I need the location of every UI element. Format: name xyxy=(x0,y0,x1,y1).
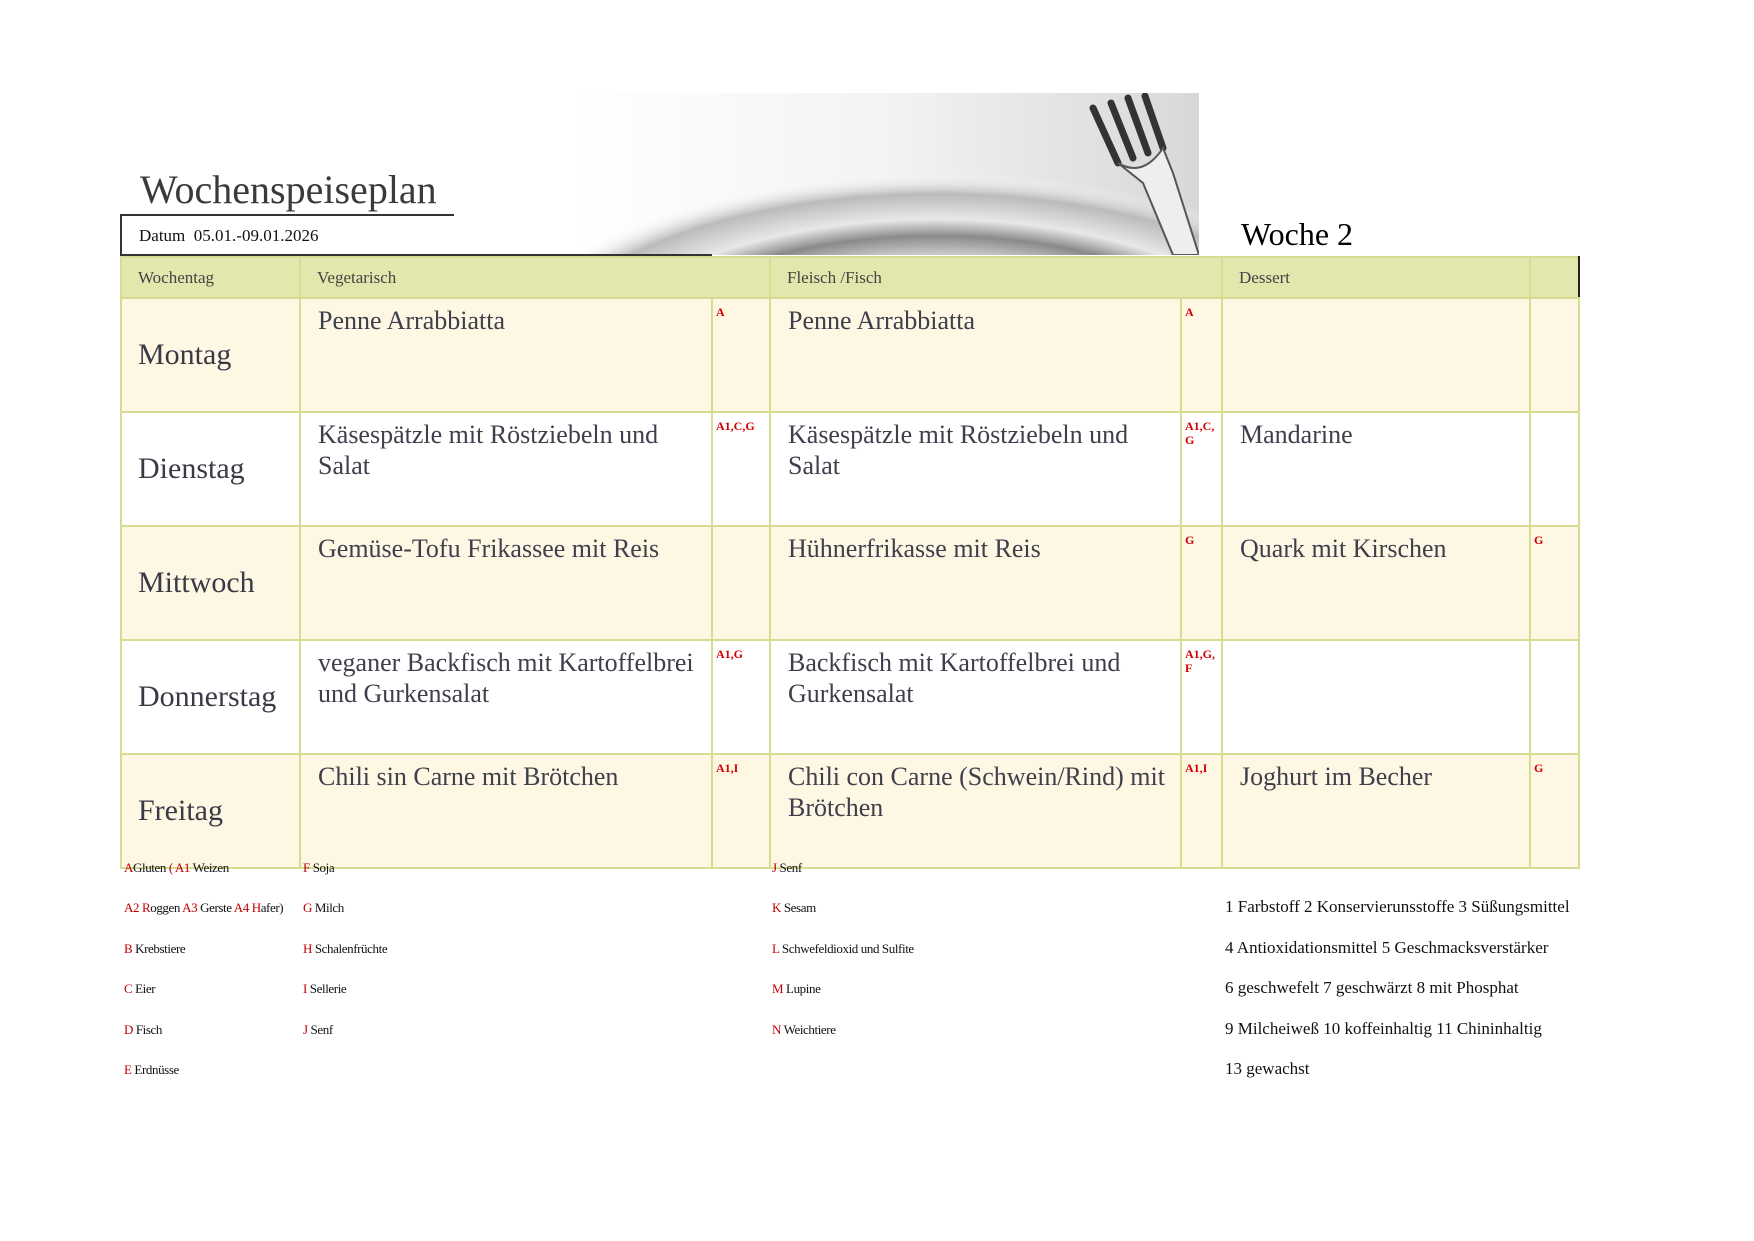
legend-item xyxy=(772,941,914,957)
legend-item xyxy=(124,900,283,916)
vegetarian-allergens: A1,C,G xyxy=(712,412,770,526)
legend-item xyxy=(772,900,816,916)
allergen-code: A xyxy=(124,860,133,875)
allergen-name: Schalenfrüchte xyxy=(312,941,388,956)
header-weekday: Wochentag xyxy=(121,257,300,298)
allergen-code: D xyxy=(124,1022,133,1037)
legend-item xyxy=(124,981,155,997)
allergen-code: A3 xyxy=(182,900,198,915)
meat-allergens: A xyxy=(1181,298,1222,412)
dessert-dish xyxy=(1222,640,1530,754)
allergen-name: oggen xyxy=(150,900,183,915)
allergen-name: Gluten xyxy=(133,860,169,875)
dessert-allergens xyxy=(1530,298,1579,412)
weekday-cell: Montag xyxy=(121,298,300,412)
allergen-code: I xyxy=(303,981,307,996)
allergen-code: C xyxy=(124,981,133,996)
legend-item xyxy=(303,981,346,997)
dessert-dish xyxy=(1222,298,1530,412)
additive-line: 13 gewachst xyxy=(1225,1059,1310,1078)
table-row xyxy=(121,754,1579,868)
allergen-code: L xyxy=(772,941,780,956)
meat-allergens: A1,I xyxy=(1181,754,1222,868)
date-label: Datum xyxy=(139,226,186,245)
table-header xyxy=(121,257,1579,298)
allergen-code: R xyxy=(141,900,151,915)
meat-dish: Hühnerfrikasse mit Reis xyxy=(770,526,1181,640)
allergen-name: Fisch xyxy=(133,1022,163,1037)
legend-item xyxy=(772,860,802,876)
allergen-name: Weizen xyxy=(190,860,229,875)
allergen-code: B xyxy=(124,941,133,956)
weekday-cell: Freitag xyxy=(121,754,300,868)
allergen-name: Milch xyxy=(312,900,344,915)
dessert-dish: Mandarine xyxy=(1222,412,1530,526)
vegetarian-dish: Gemüse-Tofu Frikassee mit Reis xyxy=(300,526,712,640)
legend-item xyxy=(303,941,387,957)
meat-allergens: G xyxy=(1181,526,1222,640)
dessert-allergens: G xyxy=(1530,526,1579,640)
vegetarian-dish: Chili sin Carne mit Brötchen xyxy=(300,754,712,868)
meat-dish: Backfisch mit Kartoffelbrei und Gurkensalat xyxy=(770,640,1181,754)
allergen-code: A2 xyxy=(124,900,140,915)
dessert-allergens xyxy=(1530,640,1579,754)
allergen-name: Senf xyxy=(307,1022,333,1037)
allergen-name: Soja xyxy=(309,860,335,875)
allergen-code: K xyxy=(772,900,781,915)
allergen-code: M xyxy=(772,981,784,996)
weekday-cell: Dienstag xyxy=(121,412,300,526)
allergen-name: afer) xyxy=(260,900,284,915)
legend-item xyxy=(303,860,334,876)
meat-allergens: A1,C, G xyxy=(1181,412,1222,526)
allergen-code: N xyxy=(772,1022,781,1037)
meat-dish: Penne Arrabbiatta xyxy=(770,298,1181,412)
header-dessert: Dessert xyxy=(1222,257,1530,298)
legend-item xyxy=(303,1022,333,1038)
allergen-code: F xyxy=(303,860,310,875)
additive-line: 1 Farbstoff 2 Konservierunsstoffe 3 Süßungsmittel xyxy=(1225,897,1570,916)
vegetarian-dish: Penne Arrabbiatta xyxy=(300,298,712,412)
vegetarian-allergens: A xyxy=(712,298,770,412)
legend-item xyxy=(772,981,820,997)
allergen-name: Schwefeldioxid und Sulfite xyxy=(779,941,914,956)
additive-line: 4 Antioxidationsmittel 5 Geschmacksverstärker xyxy=(1225,937,1549,957)
vegetarian-dish: veganer Backfisch mit Kartoffelbrei und Gurkensalat xyxy=(300,640,712,754)
allergen-name: Gerste xyxy=(197,900,234,915)
allergen-name: Erdnüsse xyxy=(131,1062,179,1077)
header-dessert-allergens xyxy=(1530,257,1579,298)
table-row xyxy=(121,640,1579,754)
header-vegetarian: Vegetarisch xyxy=(300,257,770,298)
meat-dish: Käsespätzle mit Röstziebeln und Salat xyxy=(770,412,1181,526)
meat-dish: Chili con Carne (Schwein/Rind) mit Brötchen xyxy=(770,754,1181,868)
allergen-name: Eier xyxy=(132,981,156,996)
dessert-dish: Joghurt im Becher xyxy=(1222,754,1530,868)
date-value: 05.01.-09.01.2026 xyxy=(193,226,319,245)
allergen-name: Sellerie xyxy=(306,981,347,996)
allergen-name: Weichtiere xyxy=(781,1022,836,1037)
legend-item xyxy=(772,1022,836,1038)
vegetarian-allergens xyxy=(712,526,770,640)
vegetarian-dish: Käsespätzle mit Röstziebeln und Salat xyxy=(300,412,712,526)
legend-item xyxy=(124,1022,162,1038)
menu-table xyxy=(120,256,1580,869)
allergen-code: J xyxy=(303,1022,308,1037)
meat-allergens: A1,G, F xyxy=(1181,640,1222,754)
additive-line: 9 Milcheiweß 10 koffeinhaltig 11 Chininhaltig xyxy=(1225,1018,1542,1038)
weekday-cell: Mittwoch xyxy=(121,526,300,640)
allergen-code: H xyxy=(303,941,312,956)
header-meat-fish: Fleisch /Fisch xyxy=(770,257,1222,298)
date-box xyxy=(120,216,712,256)
allergen-name: Krebstiere xyxy=(132,941,186,956)
dessert-allergens: G xyxy=(1530,754,1579,868)
allergen-name: Senf xyxy=(776,860,802,875)
legend-item xyxy=(124,860,229,876)
allergen-code: E xyxy=(124,1062,132,1077)
weekday-cell: Donnerstag xyxy=(121,640,300,754)
allergen-name: Lupine xyxy=(783,981,821,996)
dessert-dish: Quark mit Kirschen xyxy=(1222,526,1530,640)
allergen-code: G xyxy=(303,900,312,915)
vegetarian-allergens: A1,I xyxy=(712,754,770,868)
legend-item xyxy=(303,900,344,916)
table-row xyxy=(121,526,1579,640)
additive-line: 6 geschwefelt 7 geschwärzt 8 mit Phosphat xyxy=(1225,978,1519,997)
allergen-code: ( A1 xyxy=(168,860,190,875)
allergen-code: A4 H xyxy=(233,900,261,915)
allergen-name: Sesam xyxy=(781,900,816,915)
table-row xyxy=(121,298,1579,412)
allergen-code: J xyxy=(772,860,777,875)
legend-item xyxy=(124,1062,179,1078)
page-title: Wochenspeiseplan xyxy=(140,167,437,212)
table-row xyxy=(121,412,1579,526)
legend-item xyxy=(124,941,185,957)
vegetarian-allergens: A1,G xyxy=(712,640,770,754)
week-label: Woche 2 xyxy=(1241,216,1354,252)
dessert-allergens xyxy=(1530,412,1579,526)
